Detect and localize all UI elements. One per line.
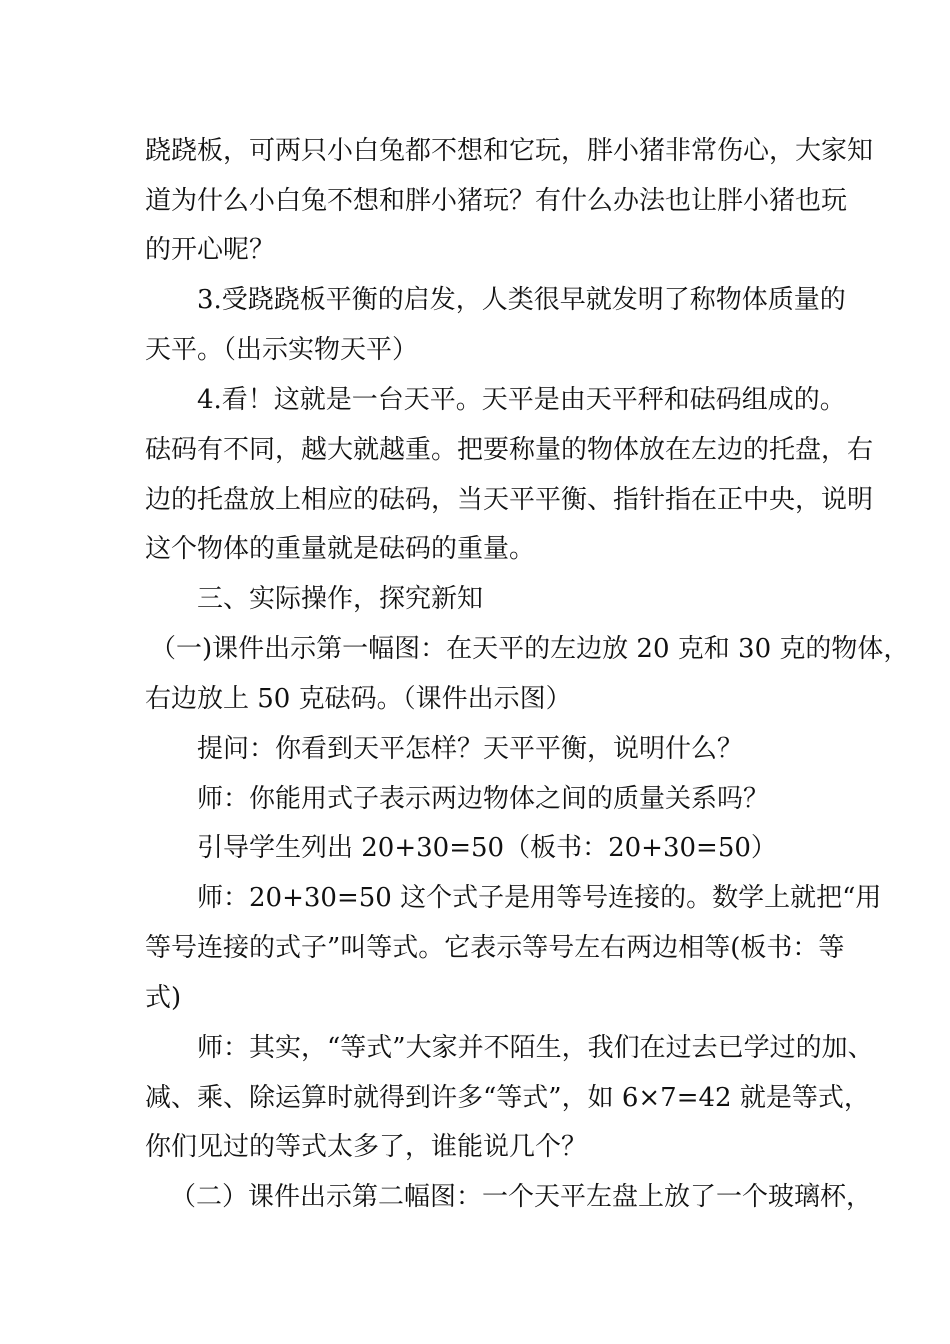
section-heading: 三、实际操作，探究新知 (197, 584, 484, 614)
text-line-17: 等号连接的式子”叫等式。它表示等号左右两边相等(板书：等 (145, 933, 845, 963)
text-line-20: 减、乘、除运算时就得到许多“等式”，如 6×7=42 就是等式， (145, 1083, 870, 1113)
text-line-9: 这个物体的重量就是砝码的重量。 (145, 534, 536, 564)
text-line-1: 跷跷板，可两只小白兔都不想和它玩，胖小猪非常伤心，大家知 (145, 136, 874, 166)
text-line-15: 引导学生列出 20+30=50（板书：20+30=50） (197, 833, 777, 863)
text-line-13: 提问：你看到天平怎样？天平平衡，说明什么？ (197, 734, 744, 764)
text-line-19: 师：其实，“等式”大家并不陌生，我们在过去已学过的加、 (197, 1033, 874, 1063)
text-line-5: 天平。（出示实物天平） (145, 335, 419, 365)
text-line-21: 你们见过的等式太多了，谁能说几个？ (145, 1132, 588, 1162)
text-line-6: 4.看！这就是一台天平。天平是由天平秤和砝码组成的。 (197, 385, 846, 415)
text-line-16: 师：20+30=50 这个式子是用等号连接的。数学上就把“用 (197, 883, 882, 913)
text-line-3: 的开心呢？ (145, 235, 276, 265)
text-line-12: 右边放上 50 克砝码。（课件出示图） (145, 684, 572, 714)
text-line-22: （二）课件出示第二幅图：一个天平左盘上放了一个玻璃杯， (170, 1182, 873, 1212)
text-line-4: 3.受跷跷板平衡的启发，人类很早就发明了称物体质量的 (197, 285, 846, 315)
text-line-8: 边的托盘放上相应的砝码，当天平平衡、指针指在正中央，说明 (145, 485, 874, 515)
text-line-2: 道为什么小白兔不想和胖小猪玩？有什么办法也让胖小猪也玩 (145, 186, 848, 216)
text-line-7: 砝码有不同，越大就越重。把要称量的物体放在左边的托盘，右 (145, 435, 874, 465)
text-line-18: 式) (145, 983, 182, 1013)
text-line-14: 师：你能用式子表示两边物体之间的质量关系吗？ (197, 784, 770, 814)
text-line-11: （一)课件出示第一幅图：在天平的左边放 20 克和 30 克的物体， (150, 634, 910, 664)
